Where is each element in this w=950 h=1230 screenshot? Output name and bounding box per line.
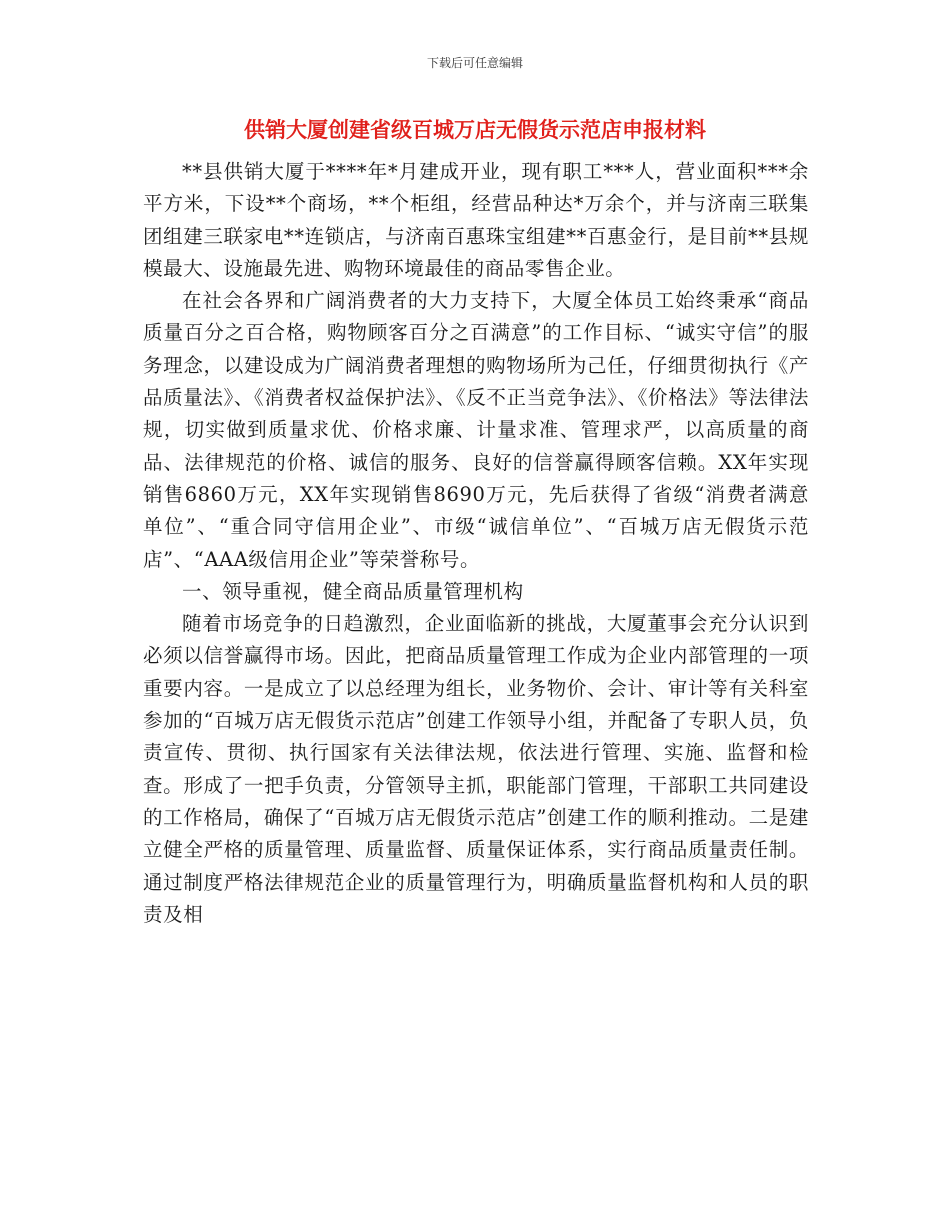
document-title: 供销大厦创建省级百城万店无假货示范店申报材料 bbox=[244, 118, 706, 142]
paragraph-leadership: 随着市场竞争的日趋激烈，企业面临新的挑战，大厦董事会充分认识到必须以信誉赢得市场。因此，把商品质量管理工作成为企业内部管理的一项重要内容。一是成立了以总经理为组长，业务物价、会计、审计等有关科室参加的“百城万店无假货示范店”创建工作领导小组，并配备了专职人员，负责宣传、贯彻、执行国家有关法律法规，依法进行管理、实施、监督和检查。形成了一把手负责，分管领导主抓，职能部门管理，干部职工共同建设的工作格局，确保了“百城万店无假货示范店”创建工作的顺利推动。二是建立健全严格的质量管理、质量监督、质量保证体系，实行商品质量责任制。通过制度严格法律规范企业的质量管理行为，明确质量监督机构和人员的职责及相 bbox=[143, 612, 809, 926]
header-note: 下载后可任意编辑 bbox=[426, 56, 523, 70]
paragraph-intro: **县供销大厦于****年*月建成开业，现有职工***人，营业面积***余平方米，下设**个商场，**个柜组，经营品种达*万余个，并与济南三联集团组建三联家电**连锁店，与济南百惠珠宝组建**百惠金行，是目前**县规模最大、设施最先进、购物环境最佳的商品零售企业。 bbox=[143, 160, 809, 280]
document-body bbox=[143, 156, 809, 931]
paragraph-support: 在社会各界和广阔消费者的大力支持下，大厦全体员工始终秉承“商品质量百分之百合格，购物顾客百分之百满意”的工作目标、“诚实守信”的服务理念，以建设成为广阔消费者理想的购物场所为己任，仔细贯彻执行《产品质量法》、《消费者权益保护法》、《反不正当竞争法》、《价格法》等法律法规，切实做到质量求优、价格求廉、计量求准、管理求严，以高质量的商品、法律规范的价格、诚信的服务、良好的信誉赢得顾客信赖。XX年实现销售6860万元，XX年实现销售8690万元，先后获得了省级“消费者满意单位”、“重合同守信用企业”、市级“诚信单位”、“百城万店无假货示范店”、“AAA级信用企业”等荣誉称号。 bbox=[143, 289, 809, 571]
section-heading: 一、领导重视，健全商品质量管理机构 bbox=[182, 579, 524, 603]
